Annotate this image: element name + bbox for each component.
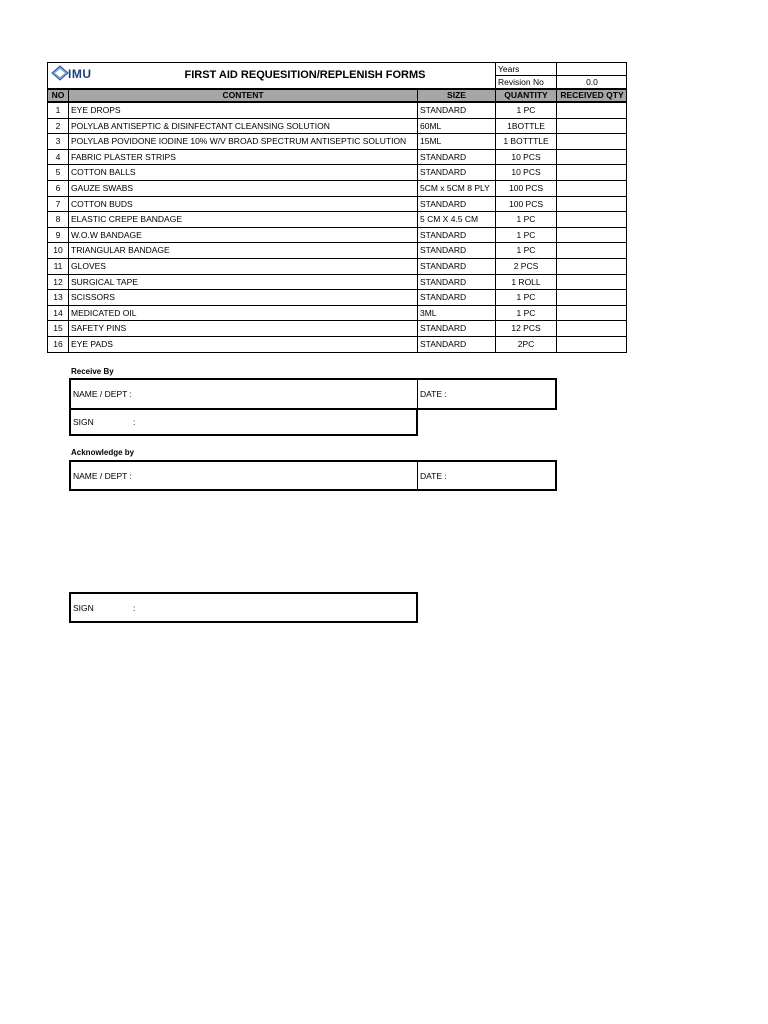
form-title: FIRST AID REQUESITION/REPLENISH FORMS — [184, 69, 426, 81]
item-no: 15 — [53, 323, 63, 334]
item-size: 5 CM X 4.5 CM — [420, 214, 479, 225]
receive-sign-colon: : — [133, 417, 136, 427]
item-content: W.O.W BANDAGE — [71, 229, 142, 240]
acknowledge-name-date-box — [69, 460, 557, 491]
receive-name-field[interactable]: NAME / DEPT : — [73, 389, 132, 399]
item-quantity: 12 PCS — [511, 323, 541, 334]
table-row — [47, 133, 627, 150]
item-quantity: 1 PC — [516, 245, 536, 256]
item-received-qty[interactable] — [557, 259, 627, 274]
item-quantity: 1 ROLL — [511, 276, 541, 287]
item-size: 3ML — [420, 307, 437, 318]
table-row — [47, 258, 627, 275]
item-received-qty[interactable] — [557, 228, 627, 243]
receive-name-date-box — [69, 378, 557, 410]
item-quantity: 2PC — [517, 339, 535, 349]
item-size: STANDARD — [420, 261, 467, 271]
item-quantity: 1BOTTLE — [507, 120, 545, 131]
acknowledge-by-label: Acknowledge by — [71, 448, 135, 457]
item-no: 1 — [55, 105, 61, 115]
years-value[interactable] — [557, 63, 627, 75]
item-quantity: 2 PCS — [513, 261, 539, 271]
item-size: STANDARD — [420, 339, 467, 349]
item-received-qty[interactable] — [557, 337, 627, 352]
item-quantity: 1 PC — [516, 307, 536, 318]
item-no: 11 — [53, 261, 63, 271]
item-size: STANDARD — [420, 245, 467, 256]
receive-sign-label: SIGN — [73, 417, 94, 427]
item-no: 2 — [55, 120, 61, 131]
item-no: 4 — [55, 151, 61, 162]
imu-logo-icon — [51, 65, 69, 81]
revision-value: 0.0 — [586, 77, 598, 87]
item-content: SURGICAL TAPE — [71, 276, 138, 287]
item-no: 9 — [55, 229, 61, 240]
item-size: STANDARD — [420, 276, 467, 287]
table-row — [47, 320, 627, 337]
item-quantity: 100 PCS — [508, 183, 544, 193]
item-no: 6 — [55, 183, 61, 193]
item-content: EYE DROPS — [71, 105, 121, 115]
item-content: TRIANGULAR BANDAGE — [71, 245, 170, 256]
acknowledge-sign-colon: : — [133, 602, 136, 613]
item-received-qty[interactable] — [557, 275, 627, 290]
receive-by-label: Receive By — [71, 367, 114, 376]
receive-date-field[interactable]: DATE : — [420, 389, 447, 399]
table-row — [47, 164, 627, 181]
item-no: 13 — [53, 292, 63, 303]
acknowledge-name-field[interactable]: NAME / DEPT : — [73, 470, 132, 481]
table-row — [47, 274, 627, 291]
table-row — [47, 336, 627, 353]
header-block — [47, 62, 627, 89]
table-row — [47, 305, 627, 322]
item-quantity: 1 BOTTTLE — [503, 136, 549, 147]
item-no: 16 — [53, 339, 63, 349]
item-quantity: 10 PCS — [511, 151, 541, 162]
item-no: 14 — [53, 307, 63, 318]
table-row — [47, 242, 627, 259]
col-size: SIZE — [447, 90, 466, 100]
item-size: STANDARD — [420, 151, 467, 162]
item-size: STANDARD — [420, 323, 467, 334]
item-received-qty[interactable] — [557, 321, 627, 336]
item-no: 8 — [55, 214, 61, 225]
table-row — [47, 118, 627, 135]
table-row — [47, 211, 627, 228]
item-received-qty[interactable] — [557, 212, 627, 227]
item-quantity: 10 PCS — [511, 167, 541, 178]
item-received-qty[interactable] — [557, 103, 627, 118]
item-received-qty[interactable] — [557, 306, 627, 321]
item-content: SAFETY PINS — [71, 323, 127, 334]
item-received-qty[interactable] — [557, 181, 627, 196]
item-received-qty[interactable] — [557, 165, 627, 180]
item-size: STANDARD — [420, 292, 467, 303]
table-row — [47, 289, 627, 306]
table-row — [47, 180, 627, 197]
revision-label: Revision No — [498, 77, 544, 87]
item-size: STANDARD — [420, 167, 467, 178]
item-received-qty[interactable] — [557, 197, 627, 212]
item-content: GAUZE SWABS — [71, 183, 134, 193]
item-no: 3 — [55, 136, 61, 147]
col-quantity: QUANTITY — [504, 90, 548, 100]
years-label: Years — [498, 64, 520, 74]
item-size: STANDARD — [420, 105, 467, 115]
item-quantity: 1 PC — [516, 229, 536, 240]
receive-sign-box[interactable] — [69, 408, 418, 436]
item-content: MEDICATED OIL — [71, 307, 137, 318]
imu-logo: IMU — [51, 65, 115, 87]
item-content: SCISSORS — [71, 292, 115, 303]
col-content: CONTENT — [222, 90, 264, 100]
item-quantity: 1 PC — [516, 214, 536, 225]
acknowledge-sign-box[interactable] — [69, 592, 418, 623]
item-received-qty[interactable] — [557, 134, 627, 149]
item-content: ELASTIC CREPE BANDAGE — [71, 214, 183, 225]
item-content: POLYLAB ANTISEPTIC & DISINFECTANT CLEANSING SOLUTION — [71, 120, 330, 131]
item-received-qty[interactable] — [557, 243, 627, 258]
item-no: 7 — [55, 198, 61, 209]
table-row — [47, 149, 627, 166]
item-quantity: 1 PC — [516, 292, 536, 303]
item-no: 5 — [55, 167, 61, 178]
item-quantity: 100 PCS — [508, 198, 544, 209]
item-no: 10 — [53, 245, 63, 256]
item-received-qty[interactable] — [557, 150, 627, 165]
table-row — [47, 196, 627, 213]
item-received-qty[interactable] — [557, 119, 627, 134]
item-received-qty[interactable] — [557, 290, 627, 305]
col-no: NO — [51, 90, 65, 100]
item-content: EYE PADS — [71, 339, 113, 349]
item-size: 60ML — [420, 120, 442, 131]
item-content: POLYLAB POVIDONE IODINE 10% W/V BROAD SPECTRUM ANTISEPTIC SOLUTION — [71, 136, 407, 147]
item-content: GLOVES — [71, 261, 106, 271]
acknowledge-date-field[interactable]: DATE : — [420, 470, 447, 481]
item-content: COTTON BUDS — [71, 198, 133, 209]
col-received-qty: RECEIVED QTY — [560, 90, 624, 100]
item-size: STANDARD — [420, 229, 467, 240]
item-quantity: 1 PC — [516, 105, 536, 115]
table-row — [47, 102, 627, 119]
column-header-row — [47, 89, 627, 102]
item-content: COTTON BALLS — [71, 167, 136, 178]
item-no: 12 — [53, 276, 63, 287]
item-size: 15ML — [420, 136, 442, 147]
item-size: 5CM x 5CM 8 PLY — [420, 183, 490, 193]
item-content: FABRIC PLASTER STRIPS — [71, 151, 176, 162]
table-row — [47, 227, 627, 244]
acknowledge-sign-label: SIGN — [73, 602, 94, 613]
item-size: STANDARD — [420, 198, 467, 209]
